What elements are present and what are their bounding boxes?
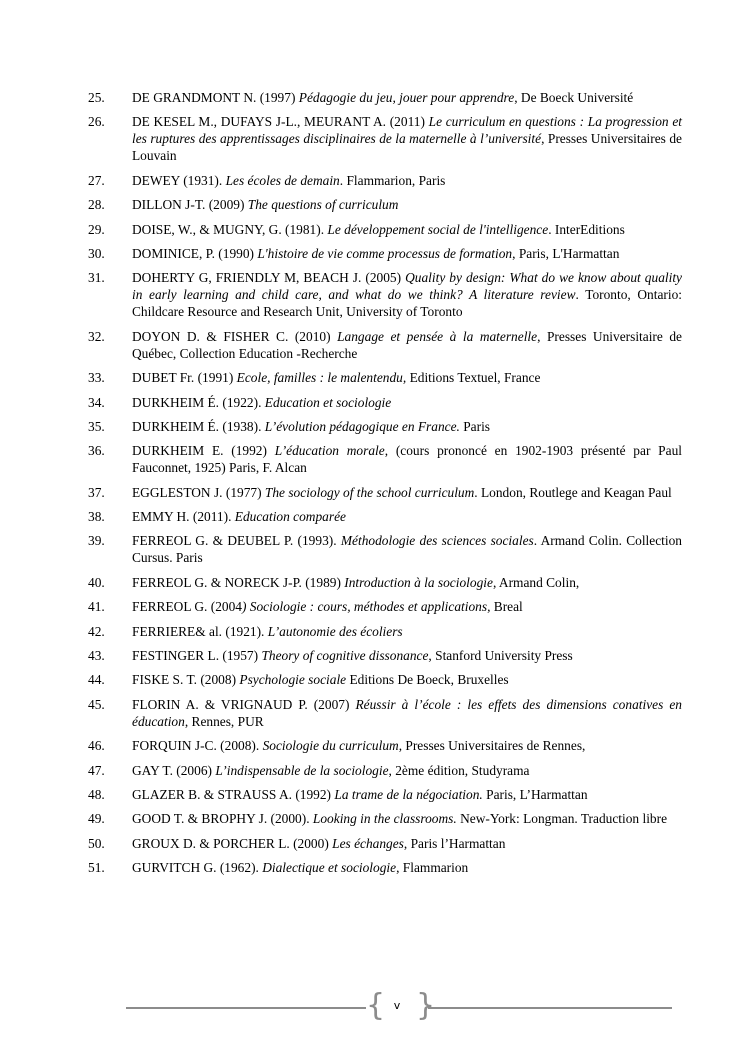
reference-number: 29. bbox=[88, 221, 105, 237]
reference-segment: . InterEditions bbox=[548, 221, 625, 237]
reference-title: ) Sociologie : cours, méthodes et applications, bbox=[241, 599, 491, 615]
reference-segment: DE KESEL M., DUFAYS J-L., MEURANT A. (2011) bbox=[132, 114, 429, 130]
reference-title: Sociologie du curriculum bbox=[262, 738, 399, 754]
reference-segment: FORQUIN J-C. (2008). bbox=[132, 738, 263, 754]
reference-title: Psychologie sociale bbox=[239, 672, 347, 688]
reference-title: Le développement social de l'intelligence bbox=[327, 221, 549, 237]
reference-number: 39. bbox=[88, 533, 105, 549]
reference-segment: Paris bbox=[459, 418, 491, 434]
reference-segment: DEWEY (1931). bbox=[132, 172, 226, 188]
reference-segment: DUBET Fr. (1991) bbox=[132, 370, 237, 386]
reference-segment: FERREOL G. (2004 bbox=[132, 599, 242, 615]
reference-segment: , Armand Colin, bbox=[492, 574, 580, 590]
reference-entry bbox=[88, 835, 682, 852]
reference-segment: , (cours prononcé en 1902-1903 présenté par Paul Fauconnet, 1925) Paris, F. Alcan bbox=[132, 443, 682, 476]
reference-segment: DOISE, W., & MUGNY, G. (1981). bbox=[132, 221, 328, 237]
reference-title: Education comparée bbox=[234, 509, 346, 525]
reference-text bbox=[132, 172, 682, 189]
reference-number: 32. bbox=[88, 328, 105, 344]
reference-segment: FISKE S. T. (2008) bbox=[132, 672, 240, 688]
reference-title: Méthodologie des sciences sociales bbox=[340, 533, 534, 549]
reference-title: Ecole, familles : le malentendu, bbox=[236, 370, 407, 386]
reference-number: 31. bbox=[88, 270, 105, 286]
reference-segment: , Stanford University Press bbox=[428, 648, 573, 664]
reference-entry bbox=[88, 442, 682, 476]
reference-number: 48. bbox=[88, 786, 105, 802]
reference-segment: GAY T. (2006) bbox=[132, 762, 216, 778]
reference-text bbox=[132, 737, 682, 754]
page-number: v bbox=[393, 999, 401, 1012]
reference-text bbox=[132, 786, 682, 803]
reference-entry bbox=[88, 221, 682, 238]
reference-entry bbox=[88, 810, 682, 827]
footer-rule-right bbox=[428, 1007, 672, 1009]
reference-title: Education et sociologie bbox=[264, 394, 392, 410]
reference-text bbox=[132, 442, 682, 476]
reference-entry bbox=[88, 696, 682, 730]
reference-number: 38. bbox=[88, 509, 105, 525]
reference-number: 27. bbox=[88, 172, 105, 188]
reference-title: The sociology of the school curriculum bbox=[264, 484, 475, 500]
reference-segment: DURKHEIM É. (1922). bbox=[132, 394, 265, 410]
reference-segment: FERREOL G. & DEUBEL P. (1993). bbox=[132, 533, 341, 549]
reference-text bbox=[132, 647, 682, 664]
reference-number: 47. bbox=[88, 762, 105, 778]
reference-title: Theory of cognitive dissonance bbox=[261, 648, 429, 664]
reference-text bbox=[132, 245, 682, 262]
reference-entry bbox=[88, 532, 682, 566]
reference-segment: . Armand Colin. Collection Cursus. Paris bbox=[132, 533, 682, 566]
reference-entry bbox=[88, 418, 682, 435]
reference-segment: , Presses Universitaires de Louvain bbox=[132, 131, 682, 164]
reference-entry bbox=[88, 328, 682, 362]
reference-number: 28. bbox=[88, 197, 105, 213]
reference-segment: DILLON J-T. (2009) bbox=[132, 197, 248, 213]
reference-text bbox=[132, 394, 682, 411]
reference-segment: DOMINICE, P. (1990) bbox=[132, 245, 258, 261]
reference-title: L'histoire de vie comme processus de formation bbox=[257, 245, 513, 261]
reference-text bbox=[132, 508, 682, 525]
reference-entry bbox=[88, 245, 682, 262]
reference-text bbox=[132, 113, 682, 164]
bibliography-list bbox=[88, 89, 682, 884]
reference-number: 46. bbox=[88, 738, 105, 754]
reference-text bbox=[132, 696, 682, 730]
reference-number: 49. bbox=[88, 811, 105, 827]
reference-segment: DOHERTY G, FRIENDLY M, BEACH J. (2005) bbox=[132, 270, 406, 286]
reference-entry bbox=[88, 598, 682, 615]
reference-number: 37. bbox=[88, 484, 105, 500]
reference-text bbox=[132, 532, 682, 566]
reference-segment: , Paris l’Harmattan bbox=[403, 835, 506, 851]
reference-entry bbox=[88, 89, 682, 106]
reference-segment: , Presses Universitaire de Québec, Collection Education -Recherche bbox=[132, 328, 683, 361]
reference-entry bbox=[88, 574, 682, 591]
reference-text bbox=[132, 196, 682, 213]
left-brace-icon: { bbox=[366, 988, 386, 1023]
reference-text bbox=[132, 328, 682, 362]
reference-entry bbox=[88, 269, 682, 320]
reference-title: Dialectique et sociologie bbox=[262, 860, 397, 876]
reference-text bbox=[132, 598, 682, 615]
reference-text bbox=[132, 418, 682, 435]
reference-text bbox=[132, 859, 682, 876]
reference-number: 25. bbox=[88, 90, 105, 105]
reference-segment: DURKHEIM É. (1938). bbox=[132, 418, 265, 434]
reference-title: L’éducation morale bbox=[274, 443, 385, 459]
reference-title: L’évolution pédagogique en France. bbox=[264, 418, 460, 434]
reference-number: 51. bbox=[88, 860, 105, 876]
reference-segment: , Rennes, PUR bbox=[184, 713, 264, 729]
reference-entry bbox=[88, 623, 682, 640]
reference-number: 50. bbox=[88, 835, 105, 851]
reference-title: L’autonomie des écoliers bbox=[267, 623, 403, 639]
reference-number: 45. bbox=[88, 696, 105, 712]
reference-title: Les échanges bbox=[332, 835, 404, 851]
reference-text bbox=[132, 269, 682, 320]
reference-entry bbox=[88, 762, 682, 779]
reference-entry bbox=[88, 671, 682, 688]
reference-number: 43. bbox=[88, 648, 105, 664]
reference-number: 41. bbox=[88, 599, 105, 615]
reference-segment: FESTINGER L. (1957) bbox=[132, 648, 262, 664]
reference-number: 44. bbox=[88, 672, 105, 688]
reference-segment: Editions Textuel, France bbox=[406, 370, 541, 386]
reference-segment: DE GRANDMONT N. (1997) bbox=[132, 90, 299, 105]
reference-number: 35. bbox=[88, 418, 105, 434]
reference-segment: DOYON D. & FISHER C. (2010) bbox=[132, 328, 338, 344]
right-brace-icon: } bbox=[416, 988, 436, 1023]
reference-text bbox=[132, 89, 682, 106]
reference-number: 36. bbox=[88, 443, 105, 459]
reference-segment: FLORIN A. & VRIGNAUD P. (2007) bbox=[132, 696, 356, 712]
reference-segment: . Flammarion, Paris bbox=[339, 172, 446, 188]
reference-number: 42. bbox=[88, 623, 105, 639]
reference-segment: New-York: Longman. Traduction libre bbox=[456, 811, 668, 827]
reference-segment: GLAZER B. & STRAUSS A. (1992) bbox=[132, 786, 335, 802]
reference-text bbox=[132, 810, 682, 827]
reference-entry bbox=[88, 369, 682, 386]
reference-title: Pédagogie du jeu, jouer pour apprendre bbox=[298, 90, 515, 105]
reference-segment: Editions De Boeck, Bruxelles bbox=[346, 672, 509, 688]
reference-entry bbox=[88, 113, 682, 164]
reference-entry bbox=[88, 859, 682, 876]
reference-entry bbox=[88, 647, 682, 664]
reference-segment: DURKHEIM E. (1992) bbox=[132, 443, 275, 459]
reference-segment: , 2ème édition, Studyrama bbox=[388, 762, 530, 778]
reference-entry bbox=[88, 737, 682, 754]
reference-segment: . Toronto, Ontario: Childcare Resource and Research Unit, University of Toronto bbox=[132, 287, 682, 320]
reference-title: The questions of curriculum bbox=[247, 197, 399, 213]
reference-segment: . London, Routlege and Keagan Paul bbox=[474, 484, 672, 500]
reference-segment: Breal bbox=[490, 599, 523, 615]
reference-title: Les écoles de demain bbox=[225, 172, 340, 188]
reference-title: Langage et pensée à la maternelle bbox=[337, 328, 538, 344]
reference-text bbox=[132, 835, 682, 852]
reference-title: L’indispensable de la sociologie bbox=[215, 762, 389, 778]
reference-text bbox=[132, 221, 682, 238]
reference-number: 34. bbox=[88, 394, 105, 410]
reference-text bbox=[132, 671, 682, 688]
reference-segment: FERREOL G. & NORECK J-P. (1989) bbox=[132, 574, 345, 590]
reference-segment: Paris, L’Harmattan bbox=[482, 786, 588, 802]
reference-entry bbox=[88, 786, 682, 803]
reference-segment: , Paris, L'Harmattan bbox=[512, 245, 620, 261]
reference-title: Le curriculum en questions : La progression et les ruptures des apprentissages disciplinaires de la maternelle à l’université bbox=[132, 114, 682, 147]
reference-entry bbox=[88, 508, 682, 525]
footer-rule-left bbox=[126, 1007, 366, 1009]
reference-text bbox=[132, 369, 682, 386]
reference-segment: , De Boeck Université bbox=[514, 90, 634, 105]
reference-segment: , Flammarion bbox=[396, 860, 469, 876]
reference-entry bbox=[88, 196, 682, 213]
reference-segment: , Presses Universitaires de Rennes, bbox=[398, 738, 586, 754]
reference-entry bbox=[88, 172, 682, 189]
reference-title: Réussir à l’école : les effets des dimensions conatives en éducation bbox=[132, 696, 682, 729]
reference-text bbox=[132, 484, 682, 501]
reference-number: 26. bbox=[88, 114, 105, 130]
reference-text bbox=[132, 762, 682, 779]
reference-entry bbox=[88, 484, 682, 501]
reference-text bbox=[132, 623, 682, 640]
reference-entry bbox=[88, 394, 682, 411]
reference-segment: EGGLESTON J. (1977) bbox=[132, 484, 265, 500]
reference-title: Introduction à la sociologie bbox=[344, 574, 493, 590]
page-footer bbox=[126, 988, 672, 1023]
reference-segment: GROUX D. & PORCHER L. (2000) bbox=[132, 835, 333, 851]
reference-number: 30. bbox=[88, 245, 105, 261]
reference-title: La trame de la négociation. bbox=[334, 786, 483, 802]
reference-segment: GOOD T. & BROPHY J. (2000). bbox=[132, 811, 313, 827]
reference-title: Quality by design: What do we know about quality in early learning and child care, and what do we think? A literature review bbox=[132, 270, 682, 303]
reference-number: 33. bbox=[88, 370, 105, 386]
reference-segment: EMMY H. (2011). bbox=[132, 509, 235, 525]
reference-segment: GURVITCH G. (1962). bbox=[132, 860, 263, 876]
reference-number: 40. bbox=[88, 574, 105, 590]
reference-segment: FERRIERE& al. (1921). bbox=[132, 623, 268, 639]
reference-text bbox=[132, 574, 682, 591]
reference-title: Looking in the classrooms. bbox=[312, 811, 457, 827]
